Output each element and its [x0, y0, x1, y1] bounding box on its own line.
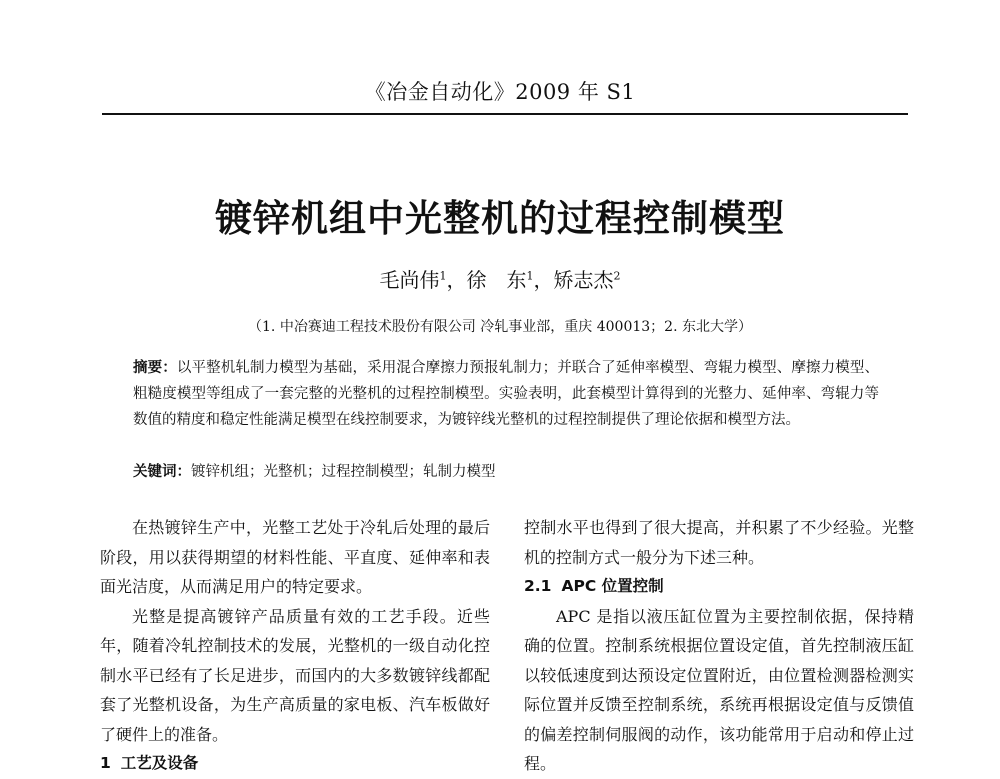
paper-title: 镀锌机组中光整机的过程控制模型 [215, 197, 785, 240]
affiliation: （1. 中冶赛迪工程技术股份有限公司 冷轧事业部，重庆 400013；2. 东北大学） [248, 319, 752, 335]
keywords-text: 镀锌机组；光整机；过程控制模型；轧制力模型 [191, 464, 496, 480]
keywords-label: 关键词： [133, 463, 191, 480]
abstract-label: 摘要： [133, 359, 177, 376]
header-rule [102, 113, 908, 115]
keywords [133, 460, 879, 484]
section-heading [524, 572, 914, 602]
right-column [524, 513, 914, 779]
abstract-text: 以平整机轧制力模型为基础，采用混合摩擦力预报轧制力；并联合了延伸率模型、弯辊力模型、摩擦力模型、粗糙度模型等组成了一套完整的光整机的过程控制模型。实验表明，此套模型计算得到的光整力、延伸率、弯辊力等数值的精度和稳定性能满足模型在线控制要求，为镀锌线光整机的过程控制提供了理论依据和模型方法。 [133, 360, 879, 428]
running-header: 《冶金自动化》2009 年 S1 [364, 80, 636, 104]
author-affil-mark: 1 [439, 269, 447, 283]
body-paragraph: 控制水平也得到了很大提高，并积累了不少经验。光整机的控制方式一般分为下述三种。 [524, 518, 914, 567]
body-paragraph: 在热镀锌生产中，光整工艺处于冷轧后处理的最后阶段，用以获得期望的材料性能、平直度、延伸率和表面光洁度，从而满足用户的特定要求。 [100, 518, 490, 596]
author-separator: ， [533, 268, 554, 292]
body-paragraph: APC 是指以液压缸位置为主要控制依据，保持精确的位置。控制系统根据位置设定值，首先控制液压缸以较低速度到达预设定位置附近，由位置检测器检测实际位置并反馈至控制系统，系统再根据设定值与反馈值的偏差控制伺服阀的动作，该功能常用于启动和停止过程。 [524, 606, 914, 773]
abstract [133, 355, 879, 433]
section-title: APC 位置控制 [561, 577, 664, 595]
left-column [100, 513, 490, 779]
author-separator: ， [446, 268, 467, 292]
author-affil-mark: 2 [613, 269, 621, 283]
author-affil-mark: 1 [526, 269, 534, 283]
section-number: 2.1 [524, 577, 552, 595]
section-title: 工艺及设备 [120, 754, 199, 772]
author-name: 徐 东 [466, 268, 527, 292]
author-list [0, 264, 1000, 293]
body-paragraph: 光整是提高镀锌产品质量有效的工艺手段。近些年，随着冷轧控制技术的发展，光整机的一级自动化控制水平已经有了长足进步，而国内的大多数镀锌线都配套了光整机设备，为生产高质量的家电板、汽车板做好了硬件上的准备。 [100, 606, 490, 744]
section-heading [100, 749, 490, 779]
author-name: 矫志杰 [553, 268, 614, 292]
section-number: 1 [100, 754, 111, 772]
author-name: 毛尚伟 [379, 268, 440, 292]
